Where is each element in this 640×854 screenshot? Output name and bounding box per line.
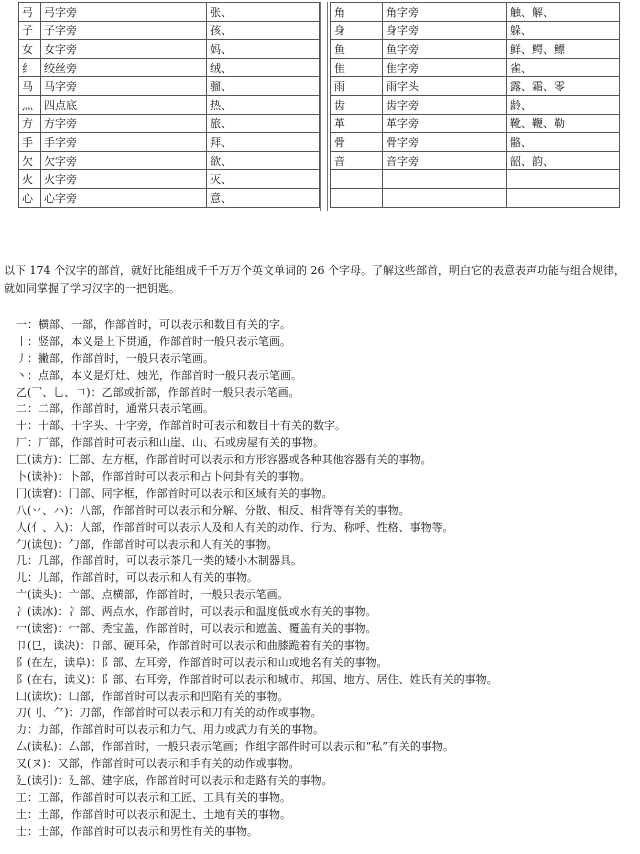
radical-cell: 骨 [331,133,383,152]
table-row [331,3,620,22]
radical-name-cell: 角字旁 [383,3,507,22]
table-row [331,58,620,77]
example-chars-cell: 旅、 [207,114,320,133]
radical-name-cell: 身字旁 [383,21,507,40]
radical-cell [331,170,383,189]
table-row [19,188,320,207]
radical-entry: 丿：撇部，作部首时，一般只表示笔画。 [16,351,214,365]
radical-entry: 力：力部，作部首时可以表示和力气、用力或武力有关的事物。 [16,723,324,737]
intro-paragraph: 以下 174 个汉字的部首，就好比能组成千千万万个英文单词的 26 个字母。了解这些部首，明白它的表意表声功能与组合规律，就如同掌握了学习汉字的一把钥匙。 [4,264,625,295]
radical-cell: 心 [19,188,41,207]
radical-name-cell: 音字旁 [383,151,507,170]
radical-cell: 角 [331,3,383,22]
radical-name-cell: 雨字头 [383,77,507,96]
radical-entry: 匚(读方)：匚部、左方框，作部首时可以表示和方形容器或各种其他容器有关的事物。 [16,453,432,467]
radical-name-cell: 革字旁 [383,114,507,133]
example-chars-cell: 雀、 [507,58,620,77]
radical-entry: 冖(读密)：冖部、秃宝盖，作部首时，可以表示和遮盖、覆盖有关的事物。 [16,622,377,636]
radical-entry: 卩(㔾，读决)：卩部、硬耳朵，作部首时可以表示和曲膝跪着有关的事物。 [16,638,377,652]
radical-cell: 雨 [331,77,383,96]
radical-entry: 土：土部，作部首时可以表示和泥土、土地有关的事物。 [16,807,291,821]
radical-cell: 灬 [19,95,41,114]
radical-entry: 厂：厂部，作部首时可表示和山崖、山、石或房屋有关的事物。 [16,436,324,450]
example-chars-cell: 靴、鞭、勒 [507,114,620,133]
radical-cell: 弓 [19,3,41,22]
example-chars-cell: 灭、 [207,170,320,189]
radical-entry: 厶(读私)：厶部，作部首时，一般只表示笔画；作组字部件时可以表示和“私”有关的事物。 [16,740,454,754]
table-row [331,21,620,40]
radical-entry: 冫(读冰)：冫部、两点水，作部首时，可以表示和温度低或水有关的事物。 [16,605,377,619]
radical-name-cell [383,188,507,207]
radical-entry: 勹(读包)：勹部，作部首时可以表示和人有关的事物。 [16,537,278,551]
radical-name-cell: 骨字旁 [383,133,507,152]
radical-entry: 凵(读坎)：凵部，作部首时可以表示和凹陷有关的事物。 [16,689,289,703]
example-chars-cell [507,170,620,189]
radical-entry: 又(ヌ)：又部，作部首时可以表示和手有关的动作或事物。 [16,757,300,771]
radical-name-cell: 齿字旁 [383,95,507,114]
radical-cell: 革 [331,114,383,133]
table-row [19,77,320,96]
example-chars-cell: 热、 [207,95,320,114]
radical-entry: 丨：竖部，本义是上下贯通，作部首时一般只表示笔画。 [16,334,291,348]
radical-entry: 丶：点部，本义是灯灶、烛光，作部首时一般只表示笔画。 [16,368,302,382]
example-chars-cell: 妈、 [207,40,320,59]
example-chars-cell: 躲、 [507,21,620,40]
radical-entry: 工：工部，作部首时可以表示和工匠、工具有关的事物。 [16,790,291,804]
radical-entry: 冂(读窘)：冂部、同字框，作部首时可以表示和区域有关的事物。 [16,486,333,500]
radical-entry: 儿：儿部，作部首时，可以表示和人有关的事物。 [16,571,258,585]
table-row [19,133,320,152]
radical-name-cell: 隹字旁 [383,58,507,77]
table-row [19,114,320,133]
example-chars-cell: 骼、 [507,133,620,152]
radical-entry: 亠(读头)：亠部、点横部，作部首时，一般只表示笔画。 [16,588,289,602]
table-row [331,77,620,96]
radical-name-cell: 子字旁 [41,21,207,40]
radical-entry: 乙(乛、乚、𠃍)：乙部或折部，作部首时一般只表示笔画。 [16,385,300,399]
table-row [19,170,320,189]
radical-entry: 廴(读引)：廴部、建字底，作部首时可以表示和走路有关的事物。 [16,774,333,788]
radical-entry: 八(丷、ハ)：八部，作部首时可以表示和分解、分散、相反、相背等有关的事物。 [16,503,410,517]
radical-name-cell: 手字旁 [41,133,207,152]
table-row [19,3,320,22]
table-row [331,95,620,114]
radical-cell: 齿 [331,95,383,114]
radical-cell: 身 [331,21,383,40]
table-row [331,114,620,133]
radical-entry: 几：几部，作部首时，可以表示茶几一类的矮小木制器具。 [16,554,302,568]
radical-cell: 马 [19,77,41,96]
radical-cell: 方 [19,114,41,133]
radical-name-cell: 鱼字旁 [383,40,507,59]
radical-table-left [18,2,320,208]
radical-entry: 十：十部、十字头、十字旁，作部首时可表示和数目十有关的数字。 [16,419,346,433]
radical-name-cell: 火字旁 [41,170,207,189]
radical-cell: 手 [19,133,41,152]
example-chars-cell: 孩、 [207,21,320,40]
radical-cell: 子 [19,21,41,40]
table-row [331,151,620,170]
radical-name-cell: 绞丝旁 [41,58,207,77]
table-row [19,95,320,114]
example-chars-cell [507,188,620,207]
table-row [19,151,320,170]
example-chars-cell: 欲、 [207,151,320,170]
radical-name-cell: 心字旁 [41,188,207,207]
radical-entry: 阝(在右，读义)：阝部、右耳旁，作部首时可以表示和城市、邦国、地方、居住、姓氏有关的事物。 [16,672,498,686]
radical-entry: 卜(读补)：卜部，作部首时可以表示和占卜问卦有关的事物。 [16,470,311,484]
radical-name-cell: 女字旁 [41,40,207,59]
radical-entry: 士：士部，作部首时可以表示和男性有关的事物。 [16,824,258,838]
radical-cell: 隹 [331,58,383,77]
radical-name-cell: 欠字旁 [41,151,207,170]
radical-list [16,317,636,841]
example-chars-cell: 露、霜、零 [507,77,620,96]
radical-entry: 二：二部，作部首时，通常只表示笔画。 [16,402,214,416]
radical-table-right [330,2,620,208]
radical-name-cell: 四点底 [41,95,207,114]
example-chars-cell: 骝、 [207,77,320,96]
table-row [331,170,620,189]
radical-name-cell: 马字旁 [41,77,207,96]
example-chars-cell: 龄、 [507,95,620,114]
table-row [331,40,620,59]
radical-name-cell: 弓字旁 [41,3,207,22]
radical-cell: 火 [19,170,41,189]
radical-entry: 刀(刂、⺈)：刀部，作部首时可以表示和刀有关的动作或事物。 [16,706,322,720]
radical-cell: 纟 [19,58,41,77]
example-chars-cell: 韶、韵、 [507,151,620,170]
radical-name-cell: 方字旁 [41,114,207,133]
example-chars-cell: 拜、 [207,133,320,152]
example-chars-cell: 鲜、鳄、鳔 [507,40,620,59]
table-row [19,40,320,59]
example-chars-cell: 张、 [207,3,320,22]
radical-entry: 一：横部、一部，作部首时，可以表示和数目有关的字。 [16,318,291,331]
radical-cell: 欠 [19,151,41,170]
radical-name-cell [383,170,507,189]
table-separator [320,2,328,211]
radical-cell [331,188,383,207]
example-chars-cell: 绒、 [207,58,320,77]
radical-entry: 阝(在左，读阜)：阝部、左耳旁，作部首时可以表示和山或地名有关的事物。 [16,655,388,669]
radical-cell: 女 [19,40,41,59]
example-chars-cell: 意、 [207,188,320,207]
table-row [331,133,620,152]
radical-cell: 鱼 [331,40,383,59]
table-row [19,58,320,77]
table-row [19,21,320,40]
example-chars-cell: 触、解、 [507,3,620,22]
radical-cell: 音 [331,151,383,170]
table-row [331,188,620,207]
radical-entry: 人(亻、入)：人部，作部首时可以表示人及和人有关的动作、行为、称呼、性格、事物等。 [16,520,454,534]
